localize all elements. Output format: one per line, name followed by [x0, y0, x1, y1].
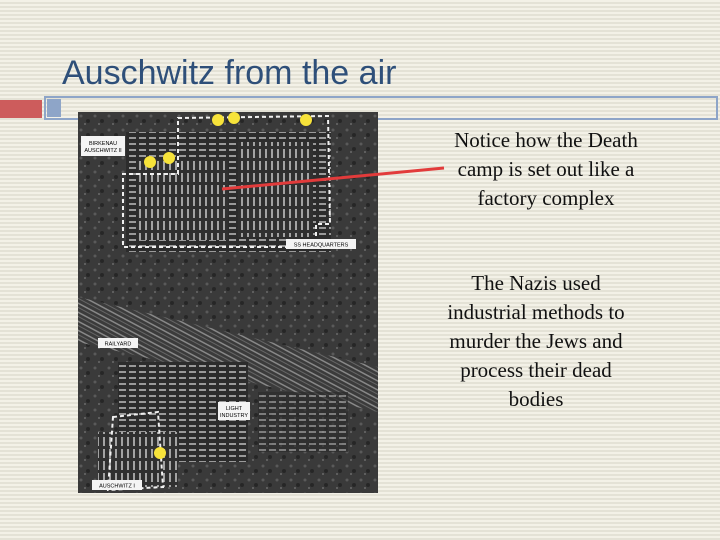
marker-dot [163, 152, 175, 164]
label-light: LIGHT [225, 406, 243, 412]
label-auschwitz-i: AUSCHWITZ I [99, 483, 135, 490]
note-line: factory complex [477, 186, 615, 210]
label-industry: INDUSTRY [219, 413, 249, 419]
marker-dot [300, 114, 312, 126]
label-ss-headquarters: SS HEADQUARTERS [293, 242, 349, 249]
note-line: process their dead [460, 358, 612, 382]
note-line: murder the Jews and [449, 329, 623, 353]
marker-dot [228, 112, 240, 124]
aerial-photo [78, 112, 378, 493]
title-accent-blue-bar [47, 99, 61, 117]
marker-dot [144, 156, 156, 168]
note-factory-layout [432, 126, 660, 213]
note-line: bodies [508, 387, 564, 411]
note-line: camp is set out like a [457, 157, 635, 181]
label-birkenau: BIRKENAU [88, 141, 118, 147]
title-accent-red-bar [0, 100, 42, 118]
note-line: The Nazis used [471, 271, 601, 295]
note-industrial-methods [430, 269, 642, 414]
label-railyard: RAILYARD [104, 341, 132, 348]
marker-dot [212, 114, 224, 126]
marker-dot [154, 447, 166, 459]
note-line: industrial methods to [447, 300, 625, 324]
note-line: Notice how the Death [454, 128, 638, 152]
label-auschwitz-ii: AUSCHWITZ II [84, 148, 122, 154]
slide-title: Auschwitz from the air [62, 54, 397, 92]
